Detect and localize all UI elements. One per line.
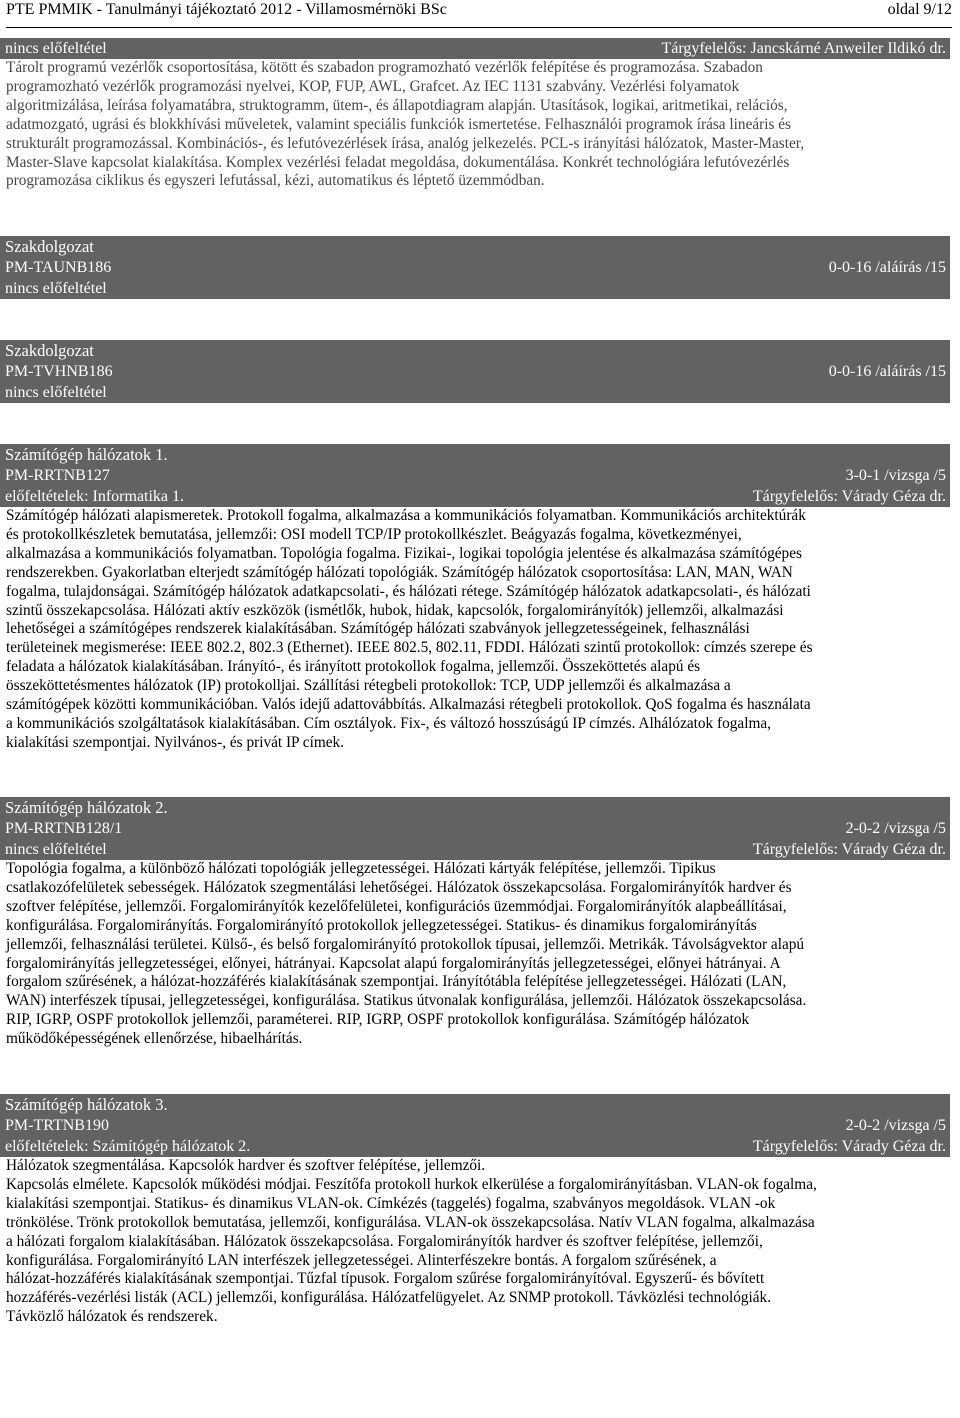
description-line: Számítógép hálózati alapismeretek. Protokoll fogalma, alkalmazása a kommunikációs folyamatban. Kommunikációs architektúrák bbox=[6, 507, 806, 524]
course-prereq-row bbox=[0, 839, 950, 860]
course-title: Szakdolgozat bbox=[5, 341, 94, 360]
course-title-row bbox=[0, 797, 950, 818]
course-block-thesis-1 bbox=[0, 236, 950, 299]
description-line: feladata a hálózatok kialakításában. Irányító-, és irányított protokollok fogalma, jellemzői. Összeköttetés alapú és bbox=[6, 658, 701, 676]
description-line: összeköttetésmentes hálózatok (IP) protokolljai. Szállítási rétegbeli protokollok: TCP, UDP jellemzői és alkalmazása a bbox=[6, 677, 731, 695]
description-line: konfigurálása. Forgalomirányító LAN interfészek jellegzetességei. Alinterfészekre bontás. A forgalom szűrésének, a bbox=[6, 1251, 717, 1269]
page-header bbox=[6, 0, 952, 28]
course-code: PM-TRTNB190 bbox=[5, 1117, 109, 1134]
course-code-row bbox=[0, 257, 950, 278]
course-prereq-row bbox=[0, 382, 950, 403]
header-title: PTE PMMIK - Tanulmányi tájékoztató 2012 - Villamosmérnöki BSc bbox=[6, 1, 447, 18]
description-line: Tárolt programú vezérlők csoportosítása, kötött és szabadon programozható vezérlők felépítése és programozása. Szabadon bbox=[6, 59, 763, 76]
description-line: WAN) interfészek típusai, jellegzetességei, konfigurálása. Statikus útvonalak konfigurálása, jellemzői. Hálózatok összekapcsolása. bbox=[6, 992, 807, 1010]
course-code-row bbox=[0, 465, 950, 486]
course-hours: 2-0-2 /vizsga /5 bbox=[845, 1117, 946, 1134]
course-prereq-row bbox=[0, 486, 950, 507]
description-line: a hálózati forgalom kialakításában. Hálózatok összekapcsolása. Forgalomirányítók hardver és szoftver felépítése, jellemzői, bbox=[6, 1232, 763, 1250]
description-line: programozása ciklikus és egyszeri lefutással, kézi, automatikus és léptető üzemmódban. bbox=[6, 172, 545, 190]
description-line: lehetőségei a számítógépes rendszerek kialakításában. Számítógép hálózati szabványok jellegzetességeinek, felhasználási bbox=[6, 620, 750, 638]
course-description bbox=[0, 59, 950, 191]
course-code: PM-RRTNB127 bbox=[5, 467, 110, 484]
description-line: Távközlő hálózatok és rendszerek. bbox=[6, 1308, 218, 1326]
course-block-networks-1 bbox=[0, 444, 950, 753]
course-responsible: Tárgyfelelős: Várady Géza dr. bbox=[752, 841, 946, 858]
course-description bbox=[0, 1157, 950, 1327]
course-title: Számítógép hálózatok 1. bbox=[5, 445, 168, 464]
course-title-row bbox=[0, 1094, 950, 1115]
course-code-row bbox=[0, 1115, 950, 1136]
description-line: hozzáférés-vezérlési listák (ACL) jellemzői, konfigurálása. Hálózatfelügyelet. Az SNMP protokoll. Távközlési technológiák. bbox=[6, 1289, 772, 1307]
description-line: csatlakozófelületek sebességek. Hálózatok szegmentálási lehetőségei. Hálózatok összekapcsolása. Forgalomirányítók hardver és bbox=[6, 878, 792, 896]
course-prereq: nincs előfeltétel bbox=[5, 384, 107, 401]
course-title: Számítógép hálózatok 2. bbox=[5, 798, 168, 817]
course-hours: 0-0-16 /aláírás /15 bbox=[828, 363, 946, 380]
course-prereq: nincs előfeltétel bbox=[5, 40, 107, 57]
course-block-networks-3 bbox=[0, 1094, 950, 1327]
description-line: számítógépek közötti kommunikációban. Valós idejű adattovábbítás. Alkalmazási rétegbeli protokollok. QoS fogalma és használata bbox=[6, 696, 811, 714]
course-responsible: Tárgyfelelős: Várady Géza dr. bbox=[752, 488, 946, 505]
course-prereq: előfeltételek: Informatika 1. bbox=[5, 488, 185, 505]
description-line: Kapcsolás elmélete. Kapcsolók működési módjai. Feszítőfa protokoll hurkok elkerülése a forgalomirányításban. VLAN-ok fogalma, bbox=[6, 1175, 817, 1193]
course-prereq: nincs előfeltétel bbox=[5, 280, 107, 297]
course-block-continuation bbox=[0, 38, 950, 191]
course-code: PM-TAUNB186 bbox=[5, 259, 112, 276]
description-line: kialakítási szempontjai. Nyilvános-, és privát IP címek. bbox=[6, 733, 345, 751]
description-line: szintű összekapcsolása. Hálózati aktív eszközök (ismétlők, hubok, hidak, kapcsolók, forgalomirányítók) jellemzői, alkalmazási bbox=[6, 601, 784, 619]
description-line: programozható vezérlők programozási nyelvei, KOP, FUP, AWL, Grafcet. Az IEC 1131 szabvány. Vezérlési folyamatok bbox=[6, 77, 740, 95]
description-line: RIP, IGRP, OSPF protokollok jellemzői, paraméterei. RIP, IGRP, OSPF protokollok konfigurálása. Számítógép hálózatok bbox=[6, 1011, 750, 1029]
course-block-networks-2 bbox=[0, 797, 950, 1049]
description-line: strukturált programozással. Kombinációs-, és lefutóvezérlések írása, analóg jelkezelés. PCL-s irányítási hálózatok, Master-Master, bbox=[6, 134, 805, 152]
course-title: Számítógép hálózatok 3. bbox=[5, 1095, 168, 1114]
description-line: trönkölése. Trönk protokollok bemutatása, jellemzői, konfigurálása. VLAN-ok összekapcsolása. Natív VLAN fogalma, alkalmazása bbox=[6, 1213, 815, 1231]
description-line: működőképességének ellenőrzése, hibaelhárítás. bbox=[6, 1030, 303, 1048]
course-code-row bbox=[0, 361, 950, 382]
course-block-thesis-2 bbox=[0, 340, 950, 403]
description-line: Topológia fogalma, a különböző hálózati topológiák jellegzetességei. Hálózati kártyák felépítése, jellemzői. Tipikus bbox=[6, 860, 716, 877]
description-line: forgalom szűrésének, a hálózat-hozzáférés kialakításának szempontjai. Irányítótábla felépítése jellegzetességei. Hálózati (LAN, bbox=[6, 973, 787, 991]
course-title-row bbox=[0, 340, 950, 361]
description-line: algoritmizálása, leírása folyamatábra, struktogramm, ütem-, és állapotdiagram alapján. Utasítások, logikai, aritmetikai, relációs, bbox=[6, 96, 788, 114]
description-line: hálózat-hozzáférés kialakításának szempontjai. Tűzfal típusok. Forgalom szűrése forgalomirányítóval. Egyszerű- és bővített bbox=[6, 1270, 765, 1288]
description-line: a kommunikációs szolgáltatások kialakításában. Cím osztályok. Fix-, és változó hosszúságú IP címzés. Alhálózatok fogalma, bbox=[6, 714, 771, 732]
page-number: oldal 9/12 bbox=[887, 1, 952, 18]
course-code-row bbox=[0, 818, 950, 839]
course-title-row bbox=[0, 444, 950, 465]
description-line: alkalmazása a kommunikációs folyamatban. Topológia fogalma. Fizikai-, logikai topológia jelentése és alkalmazása számítógépes bbox=[6, 544, 802, 562]
course-responsible: Tárgyfelelős: Várady Géza dr. bbox=[752, 1138, 946, 1155]
course-prereq-row bbox=[0, 278, 950, 299]
description-line: fogalma, tulajdonságai. Számítógép hálózatok adatkapcsolati-, és hálózati rétege. Számítógép hálózatok adatkapcsolati-, és hálózati bbox=[6, 582, 811, 600]
description-line: szoftver felépítése, jellemzői. Forgalomirányítók kezelőfelületei, konfigurációs üzemmódjai. Forgalomirányítók alapbeállításai, bbox=[6, 897, 787, 915]
course-prereq-row bbox=[0, 38, 950, 59]
description-line: forgalomirányítás jellegzetességei, előnyei, hátrányai. Kapcsolat alapú forgalomirányítás jellegzetességei, előnyei hátrányai. A bbox=[6, 954, 781, 972]
course-hours: 3-0-1 /vizsga /5 bbox=[845, 467, 946, 484]
description-line: rendszerekben. Gyakorlatban elterjedt számítógép hálózati topológiák. Számítógép hálózatok csoportosítása: LAN, MAN, WAN bbox=[6, 563, 793, 581]
course-responsible: Tárgyfelelős: Jancskárné Anweiler Ildikó dr. bbox=[661, 40, 946, 57]
course-prereq: előfeltételek: Számítógép hálózatok 2. bbox=[5, 1138, 251, 1155]
description-line: Master-Slave kapcsolat kialakítása. Komplex vezérlési feladat megoldása, dokumentálása. Konkrét technológiára lefutóvezérlés bbox=[6, 153, 790, 171]
course-description bbox=[0, 507, 950, 753]
description-line: adatmozgató, ugrási és blokkhívási műveletek, valamint speciális funkciók ismertetése. Felhasználói programok írása lineáris és bbox=[6, 115, 792, 133]
description-line: és protokollkészletek bemutatása, jellemzői: OSI modell TCP/IP protokollkészlet. Beágyazás fogalma, következményei, bbox=[6, 525, 742, 543]
course-code: PM-RRTNB128/1 bbox=[5, 820, 123, 837]
course-prereq: nincs előfeltétel bbox=[5, 841, 107, 858]
course-title: Szakdolgozat bbox=[5, 237, 94, 256]
course-prereq-row bbox=[0, 1136, 950, 1157]
description-line: kialakítási szempontjai. Statikus- és dinamikus VLAN-ok. Címkézés (taggelés) fogalma, szabványos megoldások. VLAN -ok bbox=[6, 1194, 776, 1212]
description-line: területeinek megismerése: IEEE 802.2, 802.3 (Ethernet). IEEE 802.5, 802.11, FDDI. Hálózati szintű protokollok: címzés szerepe és bbox=[6, 639, 813, 657]
description-line: Hálózatok szegmentálása. Kapcsolók hardver és szoftver felépítése, jellemzői. bbox=[6, 1157, 486, 1174]
course-code: PM-TVHNB186 bbox=[5, 363, 113, 380]
description-line: konfigurálása. Forgalomirányítás. Forgalomirányító protokollok jellegzetességei. Statikus- és dinamikus forgalomirányítás bbox=[6, 916, 757, 934]
course-hours: 2-0-2 /vizsga /5 bbox=[845, 820, 946, 837]
course-title-row bbox=[0, 236, 950, 257]
description-line: jellemzői, felhasználási területei. Külső-, és belső forgalomirányító protokollok típusai, jellemzői. Metrikák. Távolságvektor alapú bbox=[6, 935, 805, 953]
course-description bbox=[0, 860, 950, 1049]
course-hours: 0-0-16 /aláírás /15 bbox=[828, 259, 946, 276]
